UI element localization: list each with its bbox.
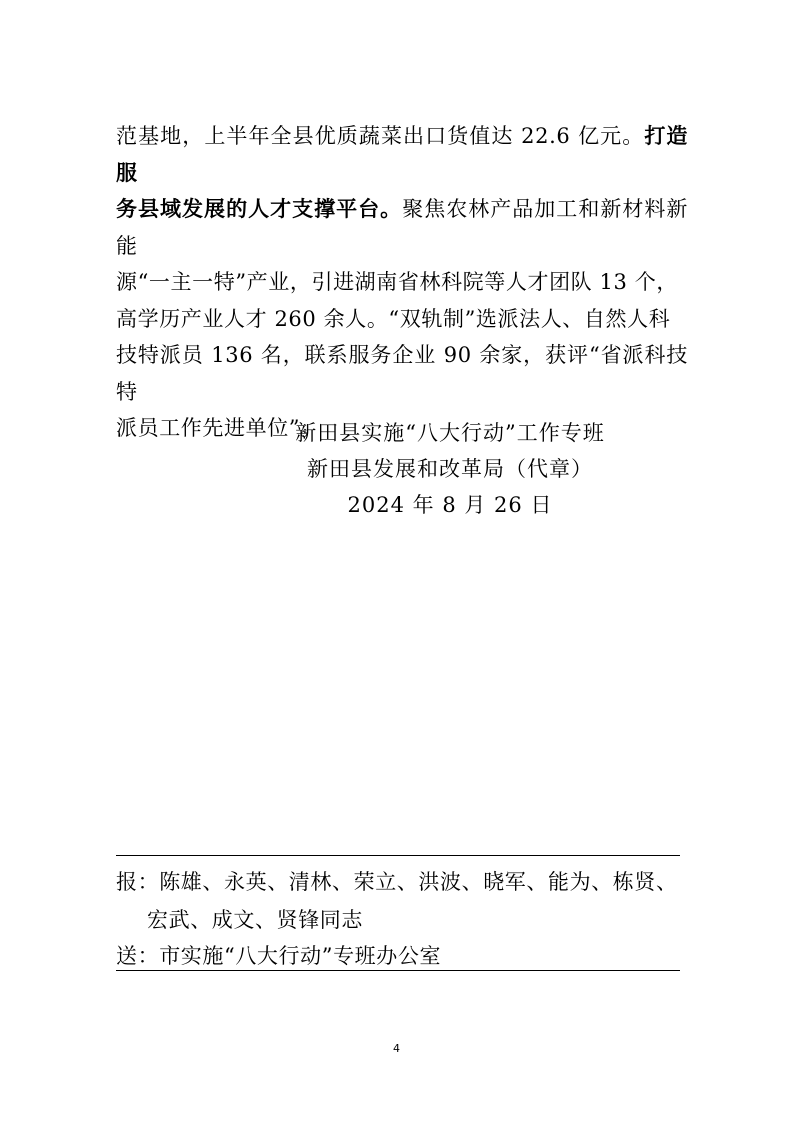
body-line-5-text: 技特派员 136 名，联系服务企业 90 余家，获评“省派科技特	[116, 343, 688, 404]
body-line-6-text: 派员工作先进单位”。	[116, 416, 322, 440]
body-line-1-text: 范基地，上半年全县优质蔬菜出口货值达 22.6 亿元。	[116, 124, 645, 148]
body-paragraph	[116, 118, 688, 447]
body-line-3-text: 源“一主一特”产业，引进湖南省林科院等人才团队 13 个，	[116, 270, 678, 294]
signature-date: 2024 年 8 月 26 日	[347, 493, 553, 517]
body-line-2	[116, 191, 688, 264]
signature-org-1: 新田县实施“八大行动”工作专班	[295, 421, 605, 445]
signature-org-2: 新田县发展和改革局（代章）	[307, 457, 593, 481]
page-number: 4	[393, 1042, 400, 1055]
body-line-1	[116, 118, 688, 191]
report-recipients-line-1: 报：陈雄、永英、清林、荣立、洪波、晓军、能为、栋贤、	[116, 870, 678, 894]
body-line-2-text: 聚焦农林产品加工和新材料新能	[116, 197, 688, 258]
body-line-1-bold: 打造服	[116, 124, 688, 185]
body-line-4	[116, 301, 688, 338]
body-line-2-bold: 务县域发展的人才支撑平台。	[116, 197, 403, 221]
body-line-5	[116, 337, 688, 410]
body-line-3	[116, 264, 688, 301]
send-recipients-line: 送：市实施“八大行动”专班办公室	[116, 944, 442, 968]
body-line-4-text: 高学历产业人才 260 余人。“双轨制”选派法人、自然人科	[116, 306, 671, 331]
report-recipients-line-2: 宏武、成文、贤锋同志	[147, 908, 363, 932]
distribution-top-rule	[116, 855, 680, 856]
distribution-bottom-rule	[116, 970, 680, 971]
